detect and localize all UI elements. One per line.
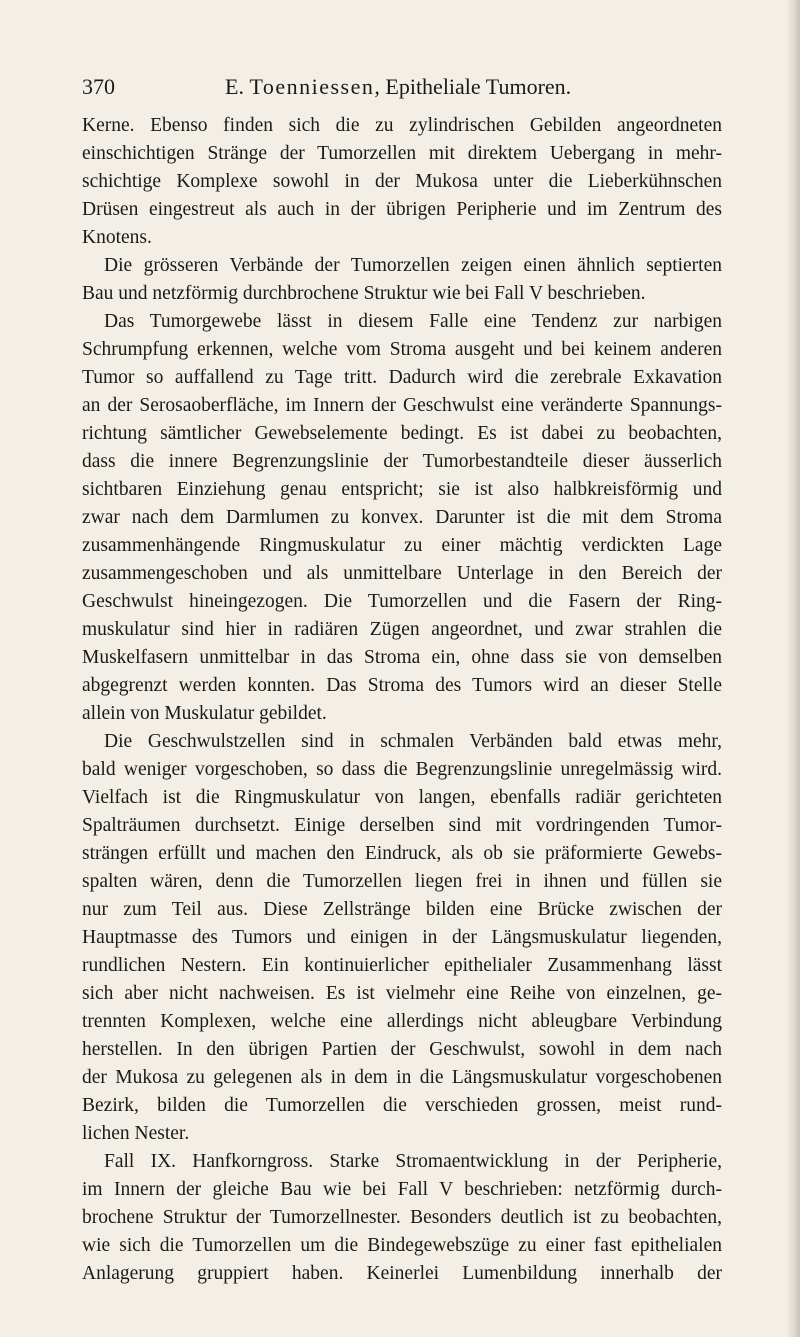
page-number: 370 [82, 74, 115, 99]
text-line: muskulatur sind hier in radiären Zügen angeordnet, und zwar strahlen die [82, 619, 722, 640]
running-title-prefix: E. [225, 74, 250, 99]
text-line: brochene Struktur der Tumorzellnester. Besonders deutlich ist zu beobachten, [82, 1207, 722, 1228]
text-line: Bau und netzförmig durchbrochene Struktur wie bei Fall V beschrieben. [82, 283, 646, 304]
page-edge-shadow [786, 0, 800, 1337]
text-line: rundlichen Nestern. Ein kontinuierlicher epithelialer Zusammenhang lässt [82, 955, 722, 976]
text-line: Schrumpfung erkennen, welche vom Stroma ausgeht und bei keinem anderen [82, 339, 722, 360]
text-line: zusammenhängende Ringmuskulatur zu einer mächtig verdickten Lage [82, 535, 722, 556]
text-line: sichtbaren Einziehung genau entspricht; sie ist also halbkreisförmig und [82, 479, 722, 500]
text-line: zwar nach dem Darmlumen zu konvex. Darunter ist die mit dem Stroma [82, 507, 722, 528]
text-line: Drüsen eingestreut als auch in der übrigen Peripherie und im Zentrum des [82, 199, 722, 220]
text-line: sich aber nicht nachweisen. Es ist vielmehr eine Reihe von einzelnen, ge- [82, 983, 722, 1004]
text-line: Kerne. Ebenso finden sich die zu zylindrischen Gebilden angeordneten [82, 115, 722, 136]
text-line: bald weniger vorgeschoben, so dass die Begrenzungslinie unregelmässig wird. [82, 759, 722, 780]
text-line: schichtige Komplexe sowohl in der Mukosa unter die Lieberkühnschen [82, 171, 722, 192]
text-line: spalten wären, denn die Tumorzellen liegen frei in ihnen und füllen sie [82, 871, 722, 892]
text-line: Tumor so auffallend zu Tage tritt. Dadurch wird die zerebrale Exkavation [82, 367, 722, 388]
text-line: Bezirk, bilden die Tumorzellen die verschieden grossen, meist rund- [82, 1095, 722, 1116]
text-line: dass die innere Begrenzungslinie der Tumorbestandteile dieser äusserlich [82, 451, 722, 472]
paragraph [82, 112, 722, 252]
running-title [225, 70, 571, 104]
paragraph [82, 252, 722, 308]
body-text [82, 112, 722, 1288]
running-title-author: Toenniessen [249, 74, 375, 99]
text-line: wie sich die Tumorzellen um die Bindegewebszüge zu einer fast epithelialen [82, 1235, 722, 1256]
text-line: Spalträumen durchsetzt. Einige derselben sind mit vordringenden Tumor- [82, 815, 722, 836]
text-line: Die grösseren Verbände der Tumorzellen zeigen einen ähnlich septierten [104, 255, 722, 276]
text-line: nur zum Teil aus. Diese Zellstränge bilden eine Brücke zwischen der [82, 899, 722, 920]
text-line: Das Tumorgewebe lässt in diesem Falle eine Tendenz zur narbigen [104, 311, 722, 332]
text-line: zusammengeschoben und als unmittelbare Unterlage in den Bereich der [82, 563, 722, 584]
text-line: trennten Komplexen, welche eine allerdings nicht ableugbare Verbindung [82, 1011, 722, 1032]
paragraph [82, 1148, 722, 1288]
text-line: Knotens. [82, 227, 152, 248]
text-line: im Innern der gleiche Bau wie bei Fall V beschrieben: netzförmig durch- [82, 1179, 722, 1200]
text-line: herstellen. In den übrigen Partien der Geschwulst, sowohl in dem nach [82, 1039, 722, 1060]
text-line: richtung sämtlicher Gewebselemente bedingt. Es ist dabei zu beobachten, [82, 423, 722, 444]
text-line: Fall IX. Hanfkorngross. Starke Stromaentwicklung in der Peripherie, [104, 1151, 722, 1172]
paragraph [82, 308, 722, 728]
text-line: Vielfach ist die Ringmuskulatur von langen, ebenfalls radiär gerichteten [82, 787, 722, 808]
text-line: abgegrenzt werden konnten. Das Stroma des Tumors wird an dieser Stelle [82, 675, 722, 696]
text-line: allein von Muskulatur gebildet. [82, 703, 327, 724]
text-line: lichen Nester. [82, 1123, 190, 1144]
text-line: Geschwulst hineingezogen. Die Tumorzellen und die Fasern der Ring- [82, 591, 722, 612]
page-header [82, 70, 722, 104]
text-line: an der Serosaoberfläche, im Innern der Geschwulst eine veränderte Spannungs- [82, 395, 722, 416]
text-line: strängen erfüllt und machen den Eindruck, als ob sie präformierte Gewebs- [82, 843, 722, 864]
text-line: einschichtigen Stränge der Tumorzellen mit direktem Uebergang in mehr- [82, 143, 722, 164]
text-line: der Mukosa zu gelegenen als in dem in die Längsmuskulatur vorgeschobenen [82, 1067, 722, 1088]
text-line: Anlagerung gruppiert haben. Keinerlei Lumenbildung innerhalb der [82, 1263, 722, 1284]
text-line: Die Geschwulstzellen sind in schmalen Verbänden bald etwas mehr, [104, 731, 722, 752]
paragraph [82, 728, 722, 1148]
text-line: Muskelfasern unmittelbar in das Stroma ein, ohne dass sie von demselben [82, 647, 722, 668]
running-title-suffix: , Epitheliale Tumoren. [374, 74, 572, 99]
text-line: Hauptmasse des Tumors und einigen in der Längsmuskulatur liegenden, [82, 927, 722, 948]
